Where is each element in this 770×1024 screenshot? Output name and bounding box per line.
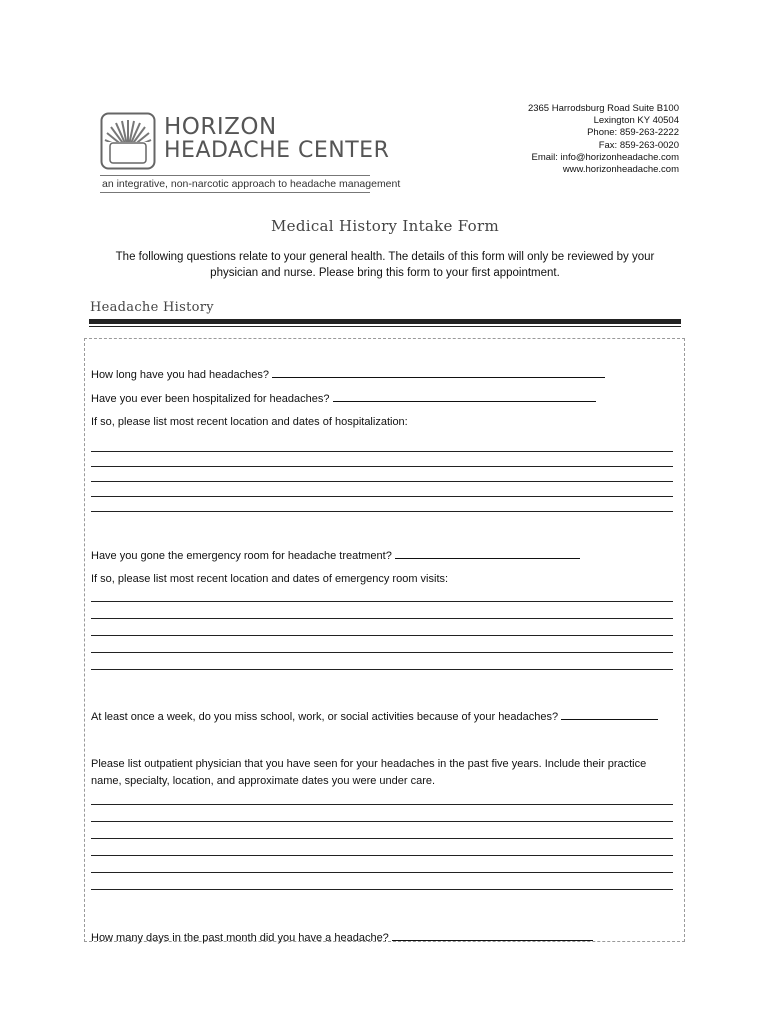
question-er-visit-details: If so, please list most recent location and dates of emergency room visits:: [91, 573, 449, 585]
answer-blank-hospitalized[interactable]: [333, 390, 596, 402]
answer-blank-headache-duration[interactable]: [272, 366, 605, 378]
answer-line-er-1[interactable]: [91, 601, 673, 602]
logo-tagline: an integrative, non-narcotic approach to headache management: [102, 178, 401, 190]
question-emergency-room: [91, 547, 580, 563]
answer-line-hospitalization-3[interactable]: [91, 481, 673, 482]
question-outpatient-physicians: Please list outpatient physician that you have seen for your headaches in the past five years. Include their practice name, specialty, location, and approximate dates you were under care.: [91, 758, 647, 787]
section-heading: Headache History: [90, 300, 214, 315]
question-hospitalized: [91, 390, 596, 406]
address-line: 2365 Harrodsburg Road Suite B100: [527, 103, 679, 114]
question-label: At least once a week, do you miss school, work, or social activities because of your headaches?: [91, 711, 559, 723]
answer-line-physicians-4[interactable]: [91, 855, 673, 856]
email-line: Email: info@horizonheadache.com: [531, 151, 679, 163]
answer-line-hospitalization-2[interactable]: [91, 466, 673, 467]
answer-line-physicians-5[interactable]: [91, 872, 673, 873]
question-headache-days: [91, 929, 593, 945]
question-hospitalization-details: If so, please list most recent location and dates of hospitalization:: [91, 416, 408, 428]
answer-line-physicians-6[interactable]: [91, 889, 673, 890]
city-line: Lexington KY 40504: [593, 115, 679, 127]
answer-line-physicians-2[interactable]: [91, 821, 673, 822]
form-intro: The following questions relate to your general health. The details of this form will only be reviewed by your physician and nurse. Please bring this form to your first appointment.: [115, 251, 655, 279]
answer-line-hospitalization-1[interactable]: [91, 451, 673, 452]
question-label: Have you gone the emergency room for headache treatment?: [91, 550, 392, 562]
logo-wordmark-horizon: HORIZON: [164, 114, 277, 140]
answer-line-er-2[interactable]: [91, 618, 673, 619]
answer-line-physicians-1[interactable]: [91, 804, 673, 805]
fax-line: Fax: 859-263-0020: [598, 139, 679, 151]
question-headache-duration: [91, 366, 605, 382]
question-label: How many days in the past month did you have a headache?: [91, 932, 389, 944]
answer-line-physicians-3[interactable]: [91, 838, 673, 839]
phone-line: Phone: 859-263-2222: [587, 127, 679, 139]
answer-line-er-5[interactable]: [91, 669, 673, 670]
question-label: How long have you had headaches?: [91, 369, 269, 381]
answer-line-hospitalization-5[interactable]: [91, 511, 673, 512]
form-title: Medical History Intake Form: [271, 217, 499, 235]
logo-wordmark-headache-center: HEADACHE CENTER: [164, 138, 390, 163]
question-label: Have you ever been hospitalized for headaches?: [91, 393, 330, 405]
logo-divider: [100, 192, 370, 193]
contact-info: [528, 103, 679, 176]
answer-blank-missed-activities[interactable]: [561, 708, 658, 720]
logo-divider: [100, 175, 370, 176]
website-line: www.horizonheadache.com: [562, 164, 679, 176]
horizon-sunrise-logo-icon: [100, 112, 156, 170]
answer-line-hospitalization-4[interactable]: [91, 496, 673, 497]
answer-blank-emergency-room[interactable]: [395, 547, 580, 559]
answer-line-er-3[interactable]: [91, 635, 673, 636]
section-divider-thick: [89, 319, 681, 324]
answer-line-er-4[interactable]: [91, 652, 673, 653]
section-divider-thin: [89, 326, 681, 327]
question-missed-activities: [91, 708, 658, 724]
answer-blank-headache-days[interactable]: [392, 929, 593, 941]
